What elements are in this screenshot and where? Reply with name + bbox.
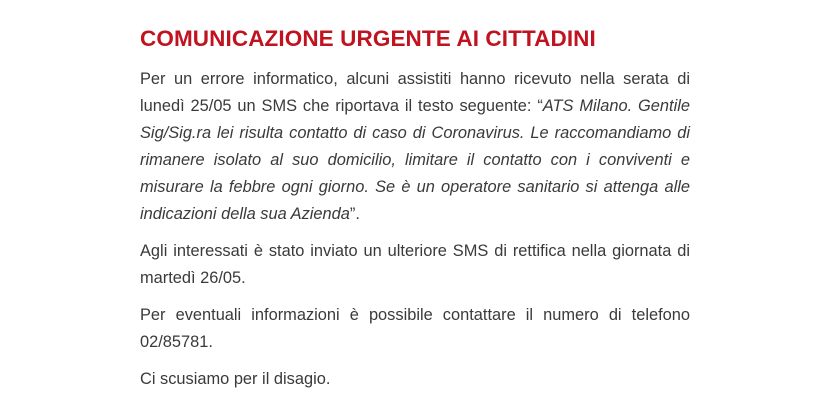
notice-paragraph-contact: Per eventuali informazioni è possibile contattare il numero di telefono 02/85781.: [140, 306, 690, 351]
sms-error-intro: Per un errore informatico, alcuni assistiti hanno ricevuto nella serata di lunedì 25/05 un SMS che riportava il testo seguente: “: [140, 70, 690, 115]
notice-title: COMUNICAZIONE URGENTE AI CITTADINI: [140, 26, 596, 51]
notice-paragraph-sms-error: [140, 66, 690, 228]
notice-paragraph-correction: Agli interessati è stato inviato un ulteriore SMS di rettifica nella giornata di martedì 26/05.: [140, 242, 690, 287]
urgent-notice: [140, 22, 690, 403]
sms-quoted-text: ATS Milano. Gentile Sig/Sig.ra lei risulta contatto di caso di Coronavirus. Le raccomandiamo di rimanere isolato al suo domicilio, limitare il contatto con i conviventi e misurare la febbre ogni giorno. Se è un operatore sanitario si attenga alle indicazioni della sua Azienda: [140, 97, 690, 223]
notice-paragraph-apology: Ci scusiamo per il disagio.: [140, 370, 331, 388]
sms-error-outro: ”.: [349, 205, 360, 223]
